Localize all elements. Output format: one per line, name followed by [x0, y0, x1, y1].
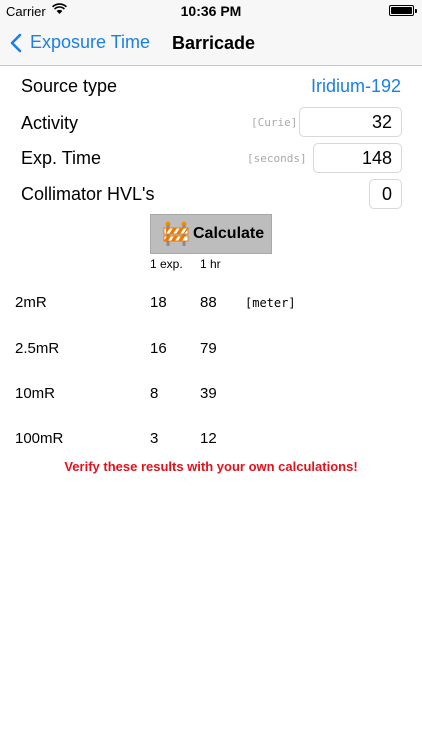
calculate-button-label: Calculate — [193, 225, 265, 242]
result-row-hr: 39 — [200, 385, 217, 402]
barricade-icon — [163, 221, 189, 247]
exp-time-label: Exp. Time — [21, 148, 102, 168]
calculate-button[interactable] — [150, 214, 272, 254]
result-row-exp: 3 — [150, 430, 159, 447]
activity-label: Activity — [21, 113, 79, 133]
activity-unit: [Curie] — [251, 116, 298, 129]
result-row-label: 2mR — [15, 294, 47, 311]
page-title: Barricade — [172, 33, 256, 53]
column-header-1-hr: 1 hr — [200, 257, 221, 271]
result-row-label: 10mR — [15, 385, 56, 402]
verification-warning: Verify these results with your own calculations! — [64, 459, 358, 474]
collimator-input[interactable]: 0 — [369, 179, 402, 209]
distance-unit: [meter] — [245, 296, 296, 310]
result-row-label: 100mR — [15, 430, 64, 447]
clock: 10:36 PM — [180, 3, 242, 19]
back-button[interactable] — [10, 32, 150, 53]
result-row-hr: 12 — [200, 430, 217, 447]
exp-time-input[interactable]: 148 — [313, 143, 402, 173]
activity-input[interactable]: 32 — [299, 107, 402, 137]
result-row-label: 2.5mR — [15, 340, 60, 357]
result-row-exp: 16 — [150, 340, 167, 357]
result-row-exp: 8 — [150, 385, 159, 402]
back-button-label: Exposure Time — [30, 32, 151, 52]
source-type-selector[interactable]: Iridium-192 — [310, 76, 401, 96]
collimator-label: Collimator HVL's — [21, 184, 155, 204]
source-type-label: Source type — [21, 76, 118, 96]
result-row-exp: 18 — [150, 294, 167, 311]
result-row-hr: 79 — [200, 340, 217, 357]
chevron-left-icon — [10, 33, 22, 53]
exp-time-unit: [seconds] — [247, 152, 307, 165]
column-header-1-exp: 1 exp. — [150, 257, 183, 271]
status-bar — [0, 0, 422, 22]
battery-icon — [389, 5, 414, 16]
navigation-bar — [0, 22, 422, 66]
result-row-hr: 88 — [200, 294, 217, 311]
carrier-label: Carrier — [6, 4, 46, 19]
